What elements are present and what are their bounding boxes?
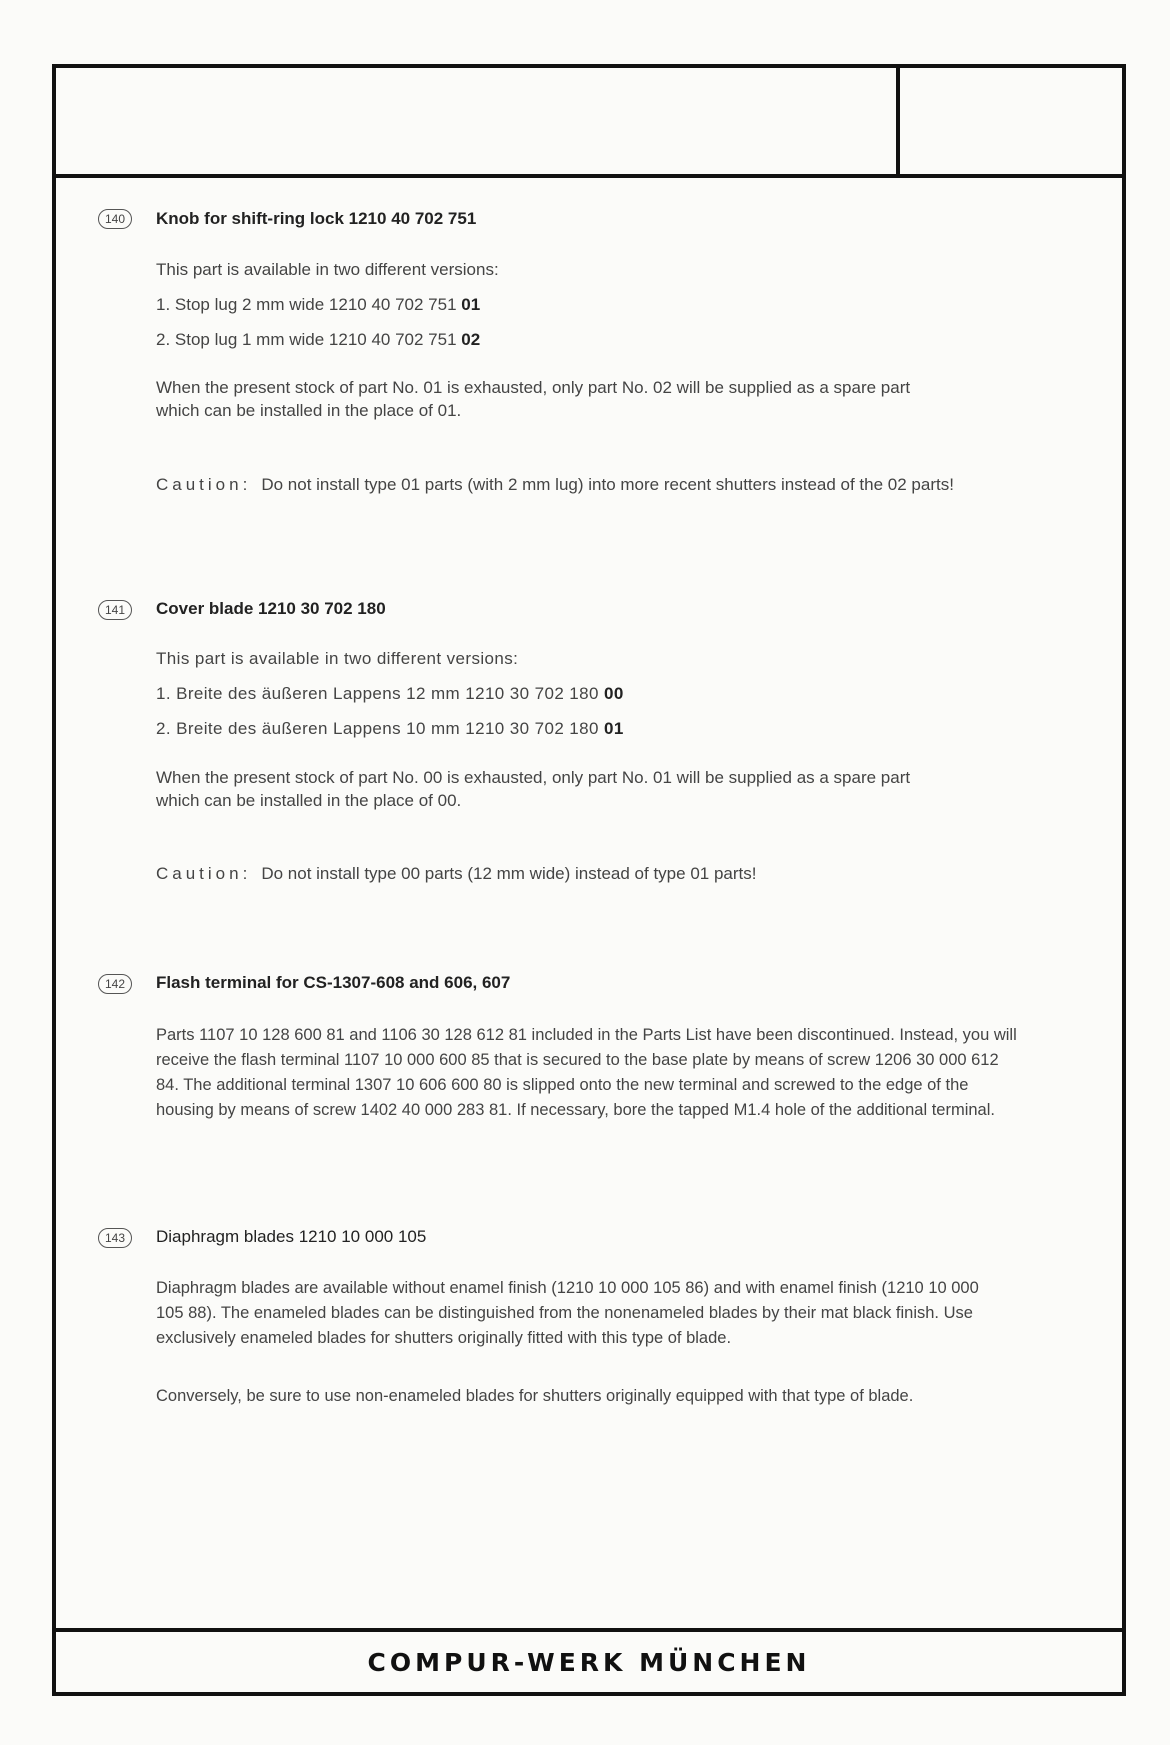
section-intro: This part is available in two different versions: <box>156 260 499 279</box>
section-note: When the present stock of part No. 01 is exhausted, only part No. 02 will be supplied as a spare part which can be installed in the place of 01. <box>156 378 911 420</box>
section-title: Knob for shift-ring lock 1210 40 702 751 <box>156 209 477 228</box>
header-divider <box>896 68 900 174</box>
item-number-badge: 140 <box>98 209 132 229</box>
item-number-badge: 143 <box>98 1228 132 1248</box>
version-line: 2. Breite des äußeren Lappens 10 mm 1210 30 702 180 01 <box>156 719 624 738</box>
caution-label: Caution: <box>156 864 252 883</box>
section-body-continued: Conversely, be sure to use non-enameled blades for shutters originally equipped with that type of blade. <box>156 1387 914 1405</box>
section-title: Cover blade 1210 30 702 180 <box>156 599 386 618</box>
section-title: Diaphragm blades 1210 10 000 105 <box>156 1227 427 1246</box>
caution-text: Do not install type 00 parts (12 mm wide) instead of type 01 parts! <box>261 864 757 883</box>
caution-block <box>156 473 956 496</box>
version-line: 2. Stop lug 1 mm wide 1210 40 702 751 02 <box>156 330 481 349</box>
section-note: When the present stock of part No. 00 is exhausted, only part No. 01 will be supplied as a spare part which can be installed in the place of 00. <box>156 768 911 810</box>
footer-row <box>56 1628 1122 1692</box>
header-row <box>56 68 1122 178</box>
caution-text: Do not install type 01 parts (with 2 mm lug) into more recent shutters instead of the 02 parts! <box>261 475 954 494</box>
page-frame <box>52 64 1126 1696</box>
caution-block <box>156 862 956 885</box>
section-intro: This part is available in two different versions: <box>156 649 519 668</box>
section-title: Flash terminal for CS-1307-608 and 606, 607 <box>156 973 511 992</box>
section-body: Parts 1107 10 128 600 81 and 1106 30 128 612 81 included in the Parts List have been discontinued. Instead, you will receive the flash terminal 1107 10 000 600 85 that is secured to the base plate by means of screw 1206 30 000 612 84. The additional terminal 1307 10 606 600 80 is slipped onto the new terminal and screwed to the edge of the housing by means of screw 1402 40 000 283 81. If necessary, bore the tapped M1.4 hole of the additional terminal. <box>156 1026 1017 1119</box>
section-body: Diaphragm blades are available without enamel finish (1210 10 000 105 86) and with enamel finish (1210 10 000 105 88). The enameled blades can be distinguished from the nonenameled blades by their mat black finish. Use exclusively enameled blades for shutters originally fitted with this type of blade. <box>156 1279 979 1347</box>
company-name: COMPUR-WERK MÜNCHEN <box>367 1647 811 1677</box>
version-line: 1. Breite des äußeren Lappens 12 mm 1210 30 702 180 00 <box>156 684 624 703</box>
item-number-badge: 142 <box>98 974 132 994</box>
item-number-badge: 141 <box>98 600 132 620</box>
version-line: 1. Stop lug 2 mm wide 1210 40 702 751 01 <box>156 295 481 314</box>
caution-label: Caution: <box>156 475 252 494</box>
